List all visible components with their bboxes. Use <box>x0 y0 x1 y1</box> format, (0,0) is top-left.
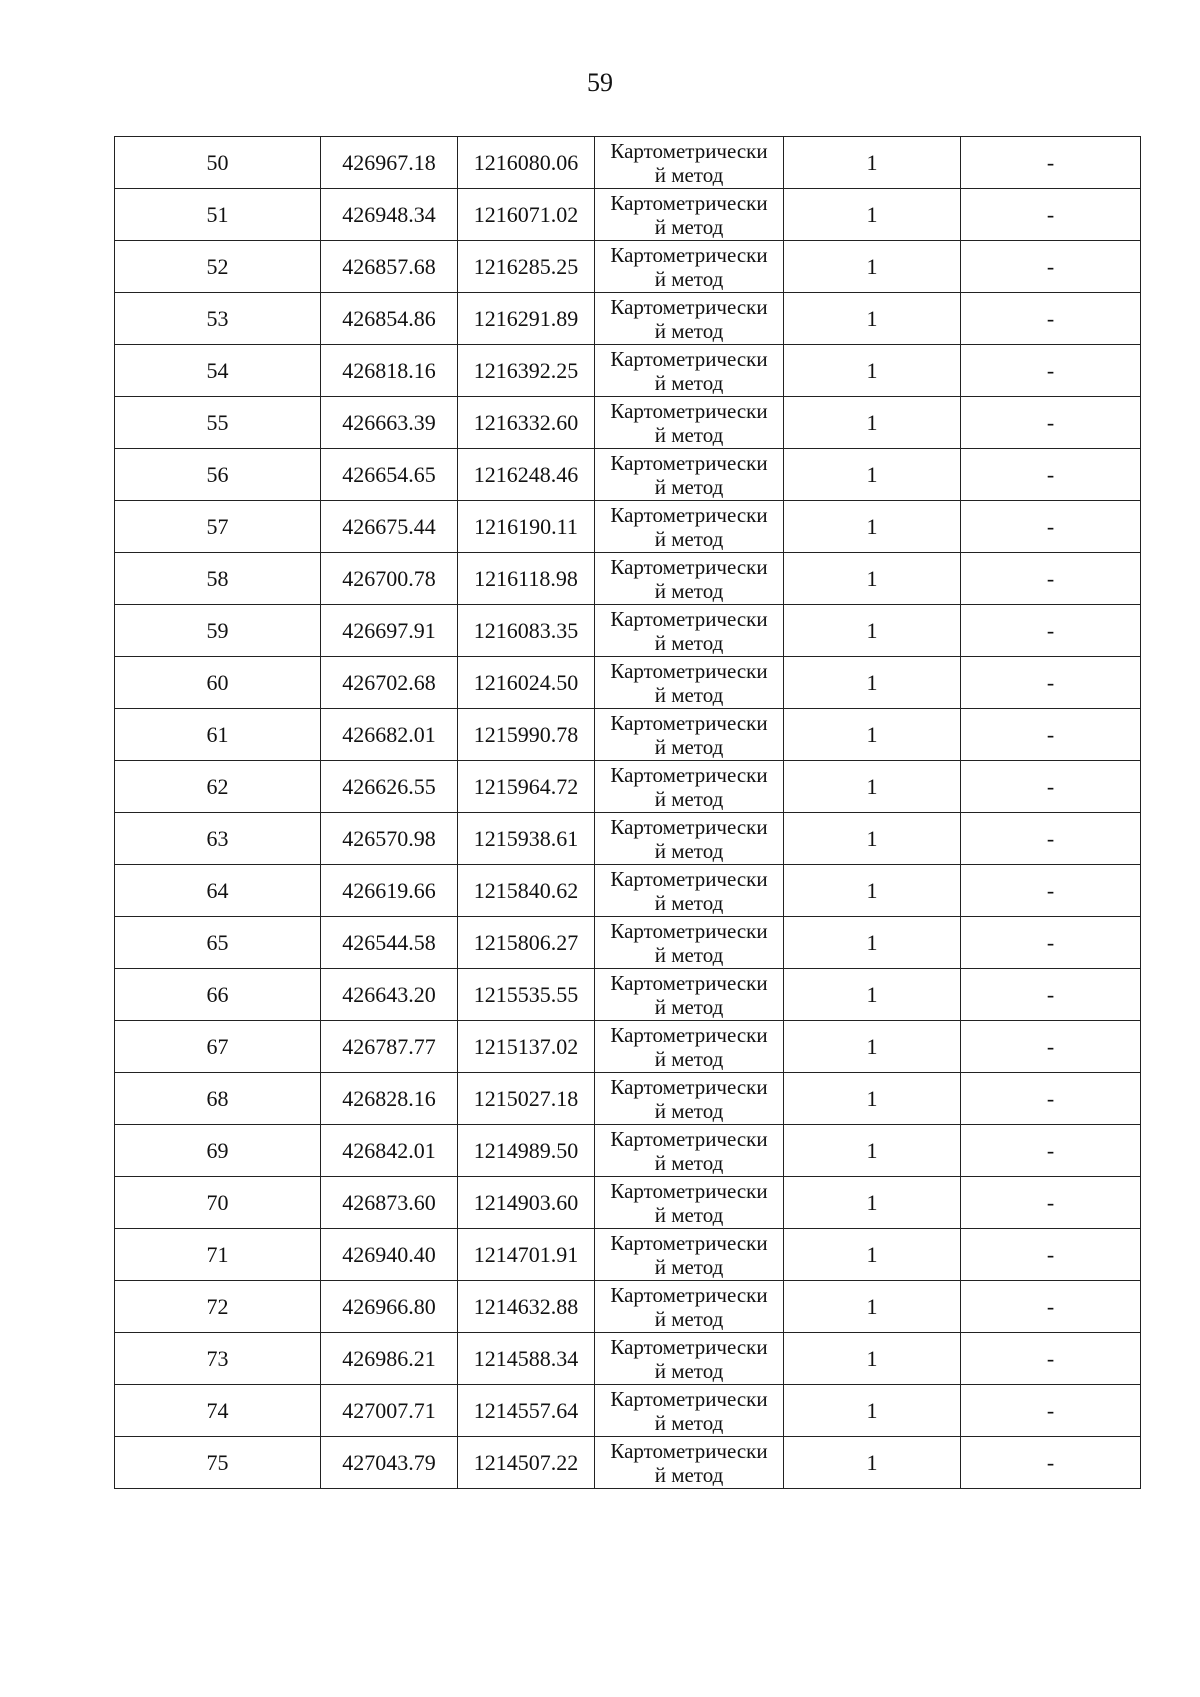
method-text-line-1: Картометрически <box>610 190 768 215</box>
accuracy-cell: 1 <box>784 553 961 605</box>
x-coordinate-cell: 426619.66 <box>321 865 458 917</box>
y-coordinate-cell: 1214989.50 <box>458 1125 595 1177</box>
point-number-cell: 59 <box>115 605 321 657</box>
y-coordinate-cell: 1214557.64 <box>458 1385 595 1437</box>
x-coordinate-cell: 426828.16 <box>321 1073 458 1125</box>
accuracy-cell: 1 <box>784 1333 961 1385</box>
table-row <box>115 449 1141 501</box>
table-row <box>115 1125 1141 1177</box>
point-number-cell: 56 <box>115 449 321 501</box>
method-text-line-1: Картометрически <box>610 1230 768 1255</box>
y-coordinate-cell: 1216332.60 <box>458 397 595 449</box>
method-cell <box>595 1021 784 1073</box>
point-number-cell: 73 <box>115 1333 321 1385</box>
method-text-line-1: Картометрически <box>610 1178 768 1203</box>
point-number-cell: 54 <box>115 345 321 397</box>
method-text-line-2: й метод <box>654 994 724 1019</box>
x-coordinate-cell: 427043.79 <box>321 1437 458 1489</box>
x-coordinate-cell: 426967.18 <box>321 137 458 189</box>
table-row <box>115 397 1141 449</box>
method-cell <box>595 241 784 293</box>
method-text-line-2: й метод <box>654 474 724 499</box>
y-coordinate-cell: 1215137.02 <box>458 1021 595 1073</box>
note-cell: - <box>961 1125 1141 1177</box>
point-number-cell: 61 <box>115 709 321 761</box>
note-cell: - <box>961 917 1141 969</box>
x-coordinate-cell: 426544.58 <box>321 917 458 969</box>
method-cell <box>595 813 784 865</box>
method-text-line-1: Картометрически <box>610 606 768 631</box>
x-coordinate-cell: 426854.86 <box>321 293 458 345</box>
note-cell: - <box>961 345 1141 397</box>
accuracy-cell: 1 <box>784 917 961 969</box>
method-text-line-1: Картометрически <box>610 138 768 163</box>
method-text-line-2: й метод <box>654 1358 724 1383</box>
method-cell <box>595 1073 784 1125</box>
method-text-line-2: й метод <box>654 890 724 915</box>
method-cell <box>595 345 784 397</box>
method-text-line-1: Картометрически <box>610 398 768 423</box>
method-text-line-2: й метод <box>654 1046 724 1071</box>
y-coordinate-cell: 1216118.98 <box>458 553 595 605</box>
x-coordinate-cell: 426570.98 <box>321 813 458 865</box>
y-coordinate-cell: 1215840.62 <box>458 865 595 917</box>
table-row <box>115 1177 1141 1229</box>
accuracy-cell: 1 <box>784 449 961 501</box>
accuracy-cell: 1 <box>784 761 961 813</box>
y-coordinate-cell: 1214632.88 <box>458 1281 595 1333</box>
table-row <box>115 969 1141 1021</box>
accuracy-cell: 1 <box>784 1125 961 1177</box>
note-cell: - <box>961 709 1141 761</box>
method-text-line-2: й метод <box>654 370 724 395</box>
method-text-line-2: й метод <box>654 266 724 291</box>
method-text-line-2: й метод <box>654 630 724 655</box>
y-coordinate-cell: 1216285.25 <box>458 241 595 293</box>
x-coordinate-cell: 426663.39 <box>321 397 458 449</box>
point-number-cell: 69 <box>115 1125 321 1177</box>
note-cell: - <box>961 605 1141 657</box>
method-cell <box>595 189 784 241</box>
accuracy-cell: 1 <box>784 969 961 1021</box>
table-row <box>115 293 1141 345</box>
y-coordinate-cell: 1214701.91 <box>458 1229 595 1281</box>
accuracy-cell: 1 <box>784 345 961 397</box>
x-coordinate-cell: 426697.91 <box>321 605 458 657</box>
method-text-line-1: Картометрически <box>610 1282 768 1307</box>
method-text-line-2: й метод <box>654 422 724 447</box>
note-cell: - <box>961 1229 1141 1281</box>
table-row <box>115 1281 1141 1333</box>
note-cell: - <box>961 137 1141 189</box>
accuracy-cell: 1 <box>784 397 961 449</box>
x-coordinate-cell: 427007.71 <box>321 1385 458 1437</box>
note-cell: - <box>961 813 1141 865</box>
accuracy-cell: 1 <box>784 1229 961 1281</box>
method-text-line-2: й метод <box>654 1306 724 1331</box>
table-row <box>115 345 1141 397</box>
note-cell: - <box>961 189 1141 241</box>
table-row <box>115 605 1141 657</box>
table-row <box>115 1229 1141 1281</box>
method-cell <box>595 449 784 501</box>
note-cell: - <box>961 1021 1141 1073</box>
y-coordinate-cell: 1215027.18 <box>458 1073 595 1125</box>
method-cell <box>595 553 784 605</box>
method-text-line-1: Картометрически <box>610 1334 768 1359</box>
method-cell <box>595 501 784 553</box>
note-cell: - <box>961 969 1141 1021</box>
method-text-line-1: Картометрически <box>610 866 768 891</box>
note-cell: - <box>961 1281 1141 1333</box>
method-text-line-1: Картометрически <box>610 554 768 579</box>
method-text-line-2: й метод <box>654 682 724 707</box>
table-row <box>115 501 1141 553</box>
method-text-line-2: й метод <box>654 1254 724 1279</box>
table-row <box>115 865 1141 917</box>
table-row <box>115 1073 1141 1125</box>
point-number-cell: 62 <box>115 761 321 813</box>
point-number-cell: 60 <box>115 657 321 709</box>
y-coordinate-cell: 1216083.35 <box>458 605 595 657</box>
y-coordinate-cell: 1216024.50 <box>458 657 595 709</box>
method-text-line-2: й метод <box>654 1202 724 1227</box>
method-text-line-2: й метод <box>654 1462 724 1487</box>
accuracy-cell: 1 <box>784 865 961 917</box>
point-number-cell: 72 <box>115 1281 321 1333</box>
method-text-line-1: Картометрически <box>610 1022 768 1047</box>
point-number-cell: 57 <box>115 501 321 553</box>
accuracy-cell: 1 <box>784 1281 961 1333</box>
method-text-line-1: Картометрически <box>610 1386 768 1411</box>
accuracy-cell: 1 <box>784 1437 961 1489</box>
method-text-line-1: Картометрически <box>610 1074 768 1099</box>
accuracy-cell: 1 <box>784 605 961 657</box>
point-number-cell: 74 <box>115 1385 321 1437</box>
note-cell: - <box>961 1437 1141 1489</box>
method-cell <box>595 709 784 761</box>
method-cell <box>595 1437 784 1489</box>
page-number: 59 <box>587 68 613 97</box>
method-cell <box>595 1125 784 1177</box>
table-row <box>115 137 1141 189</box>
point-number-cell: 66 <box>115 969 321 1021</box>
table-row <box>115 1385 1141 1437</box>
point-number-cell: 68 <box>115 1073 321 1125</box>
note-cell: - <box>961 501 1141 553</box>
point-number-cell: 71 <box>115 1229 321 1281</box>
method-text-line-2: й метод <box>654 1098 724 1123</box>
x-coordinate-cell: 426986.21 <box>321 1333 458 1385</box>
method-text-line-1: Картометрически <box>610 294 768 319</box>
x-coordinate-cell: 426818.16 <box>321 345 458 397</box>
x-coordinate-cell: 426873.60 <box>321 1177 458 1229</box>
method-text-line-1: Картометрически <box>610 814 768 839</box>
y-coordinate-cell: 1215938.61 <box>458 813 595 865</box>
note-cell: - <box>961 865 1141 917</box>
table-row <box>115 1333 1141 1385</box>
method-text-line-1: Картометрически <box>610 502 768 527</box>
method-text-line-1: Картометрически <box>610 346 768 371</box>
method-text-line-2: й метод <box>654 318 724 343</box>
y-coordinate-cell: 1215964.72 <box>458 761 595 813</box>
y-coordinate-cell: 1216291.89 <box>458 293 595 345</box>
accuracy-cell: 1 <box>784 709 961 761</box>
method-cell <box>595 1333 784 1385</box>
table-row <box>115 1021 1141 1073</box>
table-row <box>115 241 1141 293</box>
y-coordinate-cell: 1216248.46 <box>458 449 595 501</box>
point-number-cell: 53 <box>115 293 321 345</box>
method-text-line-2: й метод <box>654 526 724 551</box>
x-coordinate-cell: 426857.68 <box>321 241 458 293</box>
method-text-line-2: й метод <box>654 838 724 863</box>
y-coordinate-cell: 1214903.60 <box>458 1177 595 1229</box>
accuracy-cell: 1 <box>784 657 961 709</box>
y-coordinate-cell: 1215990.78 <box>458 709 595 761</box>
point-number-cell: 65 <box>115 917 321 969</box>
note-cell: - <box>961 1385 1141 1437</box>
note-cell: - <box>961 1333 1141 1385</box>
point-number-cell: 51 <box>115 189 321 241</box>
table-row <box>115 189 1141 241</box>
point-number-cell: 75 <box>115 1437 321 1489</box>
x-coordinate-cell: 426702.68 <box>321 657 458 709</box>
method-text-line-1: Картометрически <box>610 1438 768 1463</box>
method-text-line-1: Картометрически <box>610 762 768 787</box>
table-row <box>115 657 1141 709</box>
note-cell: - <box>961 657 1141 709</box>
table-row <box>115 553 1141 605</box>
method-cell <box>595 917 784 969</box>
note-cell: - <box>961 553 1141 605</box>
accuracy-cell: 1 <box>784 189 961 241</box>
x-coordinate-cell: 426940.40 <box>321 1229 458 1281</box>
accuracy-cell: 1 <box>784 137 961 189</box>
point-number-cell: 67 <box>115 1021 321 1073</box>
y-coordinate-cell: 1214507.22 <box>458 1437 595 1489</box>
method-cell <box>595 1177 784 1229</box>
method-text-line-2: й метод <box>654 942 724 967</box>
x-coordinate-cell: 426842.01 <box>321 1125 458 1177</box>
y-coordinate-cell: 1215806.27 <box>458 917 595 969</box>
method-text-line-1: Картометрически <box>610 658 768 683</box>
method-cell <box>595 657 784 709</box>
x-coordinate-cell: 426700.78 <box>321 553 458 605</box>
method-cell <box>595 761 784 813</box>
point-number-cell: 55 <box>115 397 321 449</box>
coordinates-table <box>114 136 1141 1489</box>
y-coordinate-cell: 1216080.06 <box>458 137 595 189</box>
method-cell <box>595 969 784 1021</box>
x-coordinate-cell: 426675.44 <box>321 501 458 553</box>
method-text-line-2: й метод <box>654 214 724 239</box>
coordinates-table-body <box>115 137 1141 1489</box>
note-cell: - <box>961 397 1141 449</box>
x-coordinate-cell: 426626.55 <box>321 761 458 813</box>
method-text-line-2: й метод <box>654 1150 724 1175</box>
point-number-cell: 58 <box>115 553 321 605</box>
point-number-cell: 50 <box>115 137 321 189</box>
method-text-line-1: Картометрически <box>610 450 768 475</box>
note-cell: - <box>961 761 1141 813</box>
method-text-line-2: й метод <box>654 734 724 759</box>
point-number-cell: 64 <box>115 865 321 917</box>
method-cell <box>595 1229 784 1281</box>
table-row <box>115 917 1141 969</box>
method-text-line-1: Картометрически <box>610 970 768 995</box>
method-text-line-2: й метод <box>654 1410 724 1435</box>
table-row <box>115 813 1141 865</box>
point-number-cell: 63 <box>115 813 321 865</box>
note-cell: - <box>961 293 1141 345</box>
note-cell: - <box>961 449 1141 501</box>
table-row <box>115 1437 1141 1489</box>
method-text-line-1: Картометрически <box>610 242 768 267</box>
method-cell <box>595 865 784 917</box>
x-coordinate-cell: 426643.20 <box>321 969 458 1021</box>
x-coordinate-cell: 426654.65 <box>321 449 458 501</box>
method-text-line-2: й метод <box>654 786 724 811</box>
method-text-line-1: Картометрически <box>610 918 768 943</box>
accuracy-cell: 1 <box>784 1177 961 1229</box>
x-coordinate-cell: 426682.01 <box>321 709 458 761</box>
method-text-line-1: Картометрически <box>610 1126 768 1151</box>
y-coordinate-cell: 1216392.25 <box>458 345 595 397</box>
accuracy-cell: 1 <box>784 813 961 865</box>
method-text-line-2: й метод <box>654 578 724 603</box>
method-cell <box>595 293 784 345</box>
point-number-cell: 52 <box>115 241 321 293</box>
accuracy-cell: 1 <box>784 241 961 293</box>
table-row <box>115 761 1141 813</box>
method-cell <box>595 1281 784 1333</box>
note-cell: - <box>961 241 1141 293</box>
y-coordinate-cell: 1216190.11 <box>458 501 595 553</box>
accuracy-cell: 1 <box>784 1021 961 1073</box>
point-number-cell: 70 <box>115 1177 321 1229</box>
x-coordinate-cell: 426966.80 <box>321 1281 458 1333</box>
x-coordinate-cell: 426948.34 <box>321 189 458 241</box>
accuracy-cell: 1 <box>784 293 961 345</box>
accuracy-cell: 1 <box>784 501 961 553</box>
x-coordinate-cell: 426787.77 <box>321 1021 458 1073</box>
y-coordinate-cell: 1214588.34 <box>458 1333 595 1385</box>
accuracy-cell: 1 <box>784 1385 961 1437</box>
y-coordinate-cell: 1215535.55 <box>458 969 595 1021</box>
table-row <box>115 709 1141 761</box>
method-cell <box>595 137 784 189</box>
method-cell <box>595 1385 784 1437</box>
note-cell: - <box>961 1177 1141 1229</box>
method-cell <box>595 397 784 449</box>
accuracy-cell: 1 <box>784 1073 961 1125</box>
y-coordinate-cell: 1216071.02 <box>458 189 595 241</box>
note-cell: - <box>961 1073 1141 1125</box>
method-cell <box>595 605 784 657</box>
method-text-line-1: Картометрически <box>610 710 768 735</box>
method-text-line-2: й метод <box>654 162 724 187</box>
